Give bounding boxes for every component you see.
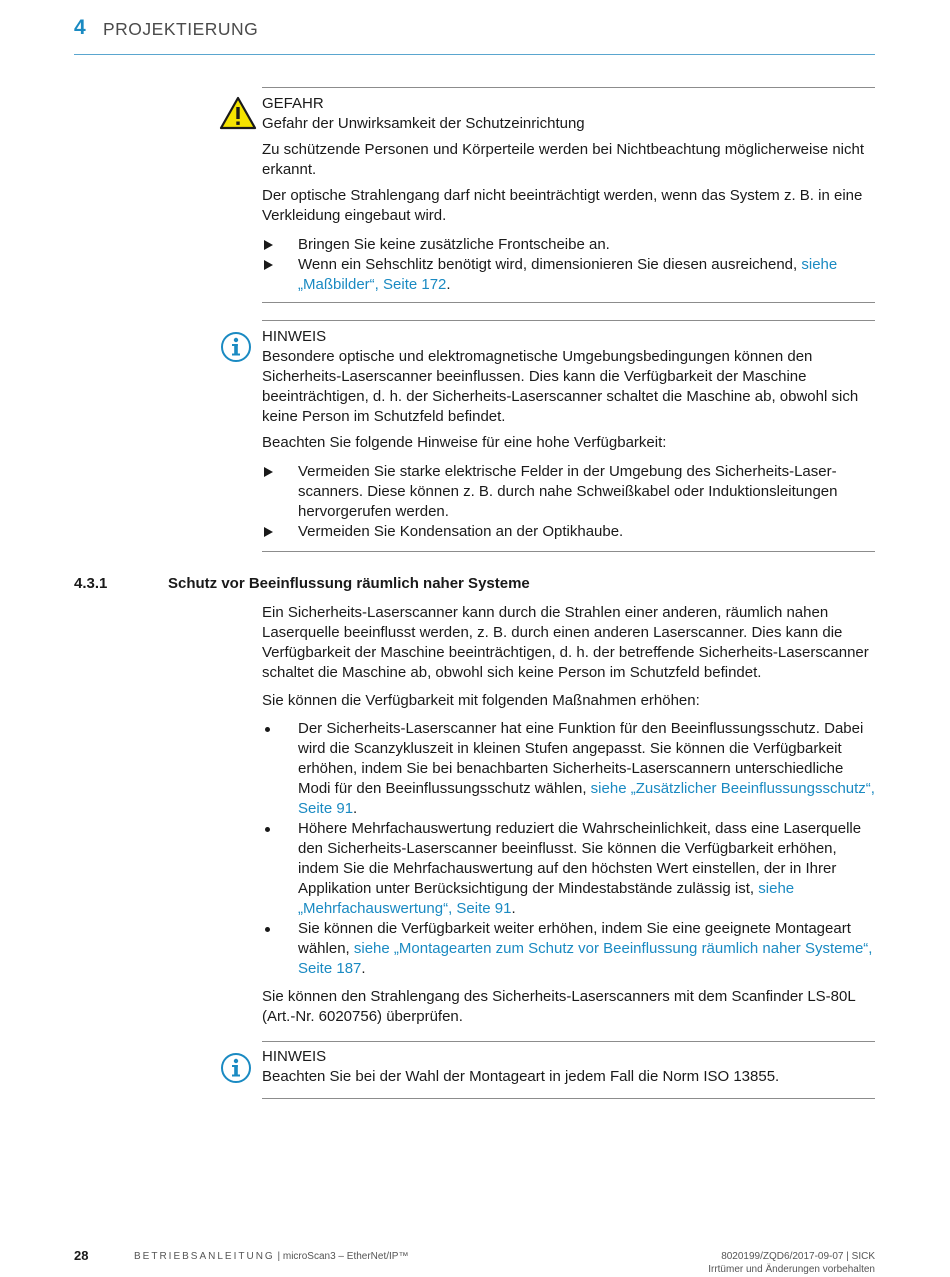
gefahr-top-rule (262, 87, 875, 88)
gefahr-paragraph-1: Zu schützende Personen und Körperteile werden bei Nichtbeachtung möglicherweise nicht erkannt. (262, 141, 865, 178)
list-item: Bringen Sie keine zusätzliche Frontscheibe an. (262, 235, 875, 255)
page-number: 28 (74, 1248, 89, 1263)
section-body (262, 603, 875, 1027)
gefahr-notice (262, 94, 875, 295)
gefahr-list (262, 235, 875, 295)
list-item: Sie können die Verfügbarkeit weiter erhöhen, indem Sie eine geeignete Montageart wählen, siehe „Montagearten zum Schutz vor Beeinflussung räumlich naher Systeme“, Seite 187. (262, 919, 875, 979)
triangle-bullet-icon (264, 260, 273, 270)
list-item: Der Sicherheits-Laserscanner hat eine Funktion für den Beeinflussungsschutz. Dabei wird die Scanzykluszeit in kleinen Stufen angepasst. Sie können die Verfügbarkeit erhöhen, indem Sie bei benachbarten Sicherheits-Laserscannern unterschiedliche Modi für den Beeinflussungsschutz wählen, siehe „Zusätzlicher Beeinflussungsschutz“, Seite 91. (262, 719, 875, 819)
section-paragraph-1: Ein Sicherheits-Laserscanner kann durch die Strahlen einer anderen, räumlich nahen Laserquelle beeinflusst werden, z. B. durch einen anderen Laserscanner. Dies kann die Verfügbarkeit der Maschine beeinträchtigen, d. h. der betreffende Sicherheits-Laserscanner schaltet die Maschine ab, obwohl sich keine Person im Schutzfeld befindet. (262, 604, 869, 681)
hinweis-top-rule (262, 320, 875, 321)
gefahr-title: GEFAHR (262, 95, 324, 112)
footer-disclaimer: Irrtümer und Änderungen vorbehalten (708, 1264, 875, 1275)
hinweis-title: HINWEIS (262, 328, 327, 345)
footer-doc-id: 8020199/ZQD6/2017-09-07 | SICK (721, 1251, 875, 1262)
chapter-number: 4 (74, 16, 86, 39)
hinweis-paragraph-1: Besondere optische und elektromagnetische Umgebungsbedingungen können den Sicherheits-Laserscanner beeinflussen. Dies kann die Verfügbarkeit der Maschine beeinträchtigen, d. h. der Sicherheits-Laserscanner schaltet die Maschine ab, obwohl sich keine Person im Schutzfeld befindet. (262, 348, 859, 425)
gefahr-bottom-rule (262, 302, 875, 303)
info-circle-icon (220, 331, 252, 368)
footer-doc-label: BETRIEBSANLEITUNG (134, 1251, 275, 1262)
triangle-bullet-icon (264, 527, 273, 537)
link-montagearten[interactable]: siehe „Montagearten zum Schutz vor Beeinflussung räumlich naher Systeme“, Seite 187 (298, 940, 873, 977)
link-mehrfachauswertung[interactable]: siehe „Mehrfachauswertung“, Seite 91 (298, 880, 795, 917)
hinweis2-text: Beachten Sie bei der Wahl der Montageart in jedem Fall die Norm ISO 13855. (262, 1068, 780, 1085)
bullet-dot-icon (265, 827, 270, 832)
hinweis-paragraph-2: Beachten Sie folgende Hinweise für eine hohe Verfügbarkeit: (262, 434, 667, 451)
measures-list (262, 719, 875, 979)
hinweis-bottom-rule (262, 551, 875, 552)
bullet-dot-icon (265, 927, 270, 932)
footer-product: | microScan3 – EtherNet/IP™ (274, 1251, 409, 1262)
chapter-title: PROJEKTIERUNG (103, 19, 259, 39)
hinweis2-top-rule (262, 1041, 875, 1042)
section-paragraph-2: Sie können die Verfügbarkeit mit folgenden Maßnahmen erhöhen: (262, 692, 700, 709)
link-zusaetzlicher-beeinflussungsschutz[interactable]: siehe „Zusätzlicher Beeinflussungsschutz“, Seite 91 (298, 780, 875, 817)
section-number: 4.3.1 (74, 575, 108, 592)
hinweis-notice-1 (262, 327, 875, 542)
list-item: Vermeiden Sie starke elektrische Felder in der Umgebung des Sicherheits-Laserscanners. Diese können z. B. durch nahe Schweißkabel oder Induktionsleitungen hervorgerufen werden. (262, 462, 875, 522)
hinweis-list (262, 462, 875, 542)
hinweis2-bottom-rule (262, 1098, 875, 1099)
list-item: Vermeiden Sie Kondensation an der Optikhaube. (262, 522, 875, 542)
list-item: Höhere Mehrfachauswertung reduziert die Wahrscheinlichkeit, dass eine Laserquelle den Sicherheits-Laserscanner beeinflusst. Sie können die Verfügbarkeit erhöhen, indem Sie die Mehrfachauswertung auf den höchsten Wert einstellen, der in Ihrer Applikation unter Berücksichtigung der Mindestabstände zulässig ist, siehe „Mehrfachauswertung“, Seite 91. (262, 819, 875, 919)
hinweis2-title: HINWEIS (262, 1048, 327, 1065)
warning-triangle-icon (219, 96, 257, 135)
triangle-bullet-icon (264, 467, 273, 477)
triangle-bullet-icon (264, 240, 273, 250)
section-paragraph-3: Sie können den Strahlengang des Sicherheits-Laserscanners mit dem Scanfinder LS-80L (Art.-Nr. 6020756) überprüfen. (262, 988, 856, 1025)
page-header (74, 16, 875, 55)
list-item: Wenn ein Sehschlitz benötigt wird, dimensionieren Sie diesen ausreichend, siehe „Maßbilder“, Seite 172. (262, 255, 875, 295)
gefahr-paragraph-2: Der optische Strahlengang darf nicht beeinträchtigt werden, wenn das System z. B. in eine Verkleidung eingebaut wird. (262, 187, 863, 224)
section-title: Schutz vor Beeinflussung räumlich naher Systeme (168, 575, 530, 592)
bullet-dot-icon (265, 727, 270, 732)
link-massbilder[interactable]: siehe „Maßbilder“, Seite 172 (298, 256, 838, 293)
hinweis-notice-2 (262, 1047, 875, 1087)
info-circle-icon (220, 1052, 252, 1089)
gefahr-subtitle: Gefahr der Unwirksamkeit der Schutzeinrichtung (262, 115, 585, 132)
footer-doc-info (134, 1251, 408, 1262)
